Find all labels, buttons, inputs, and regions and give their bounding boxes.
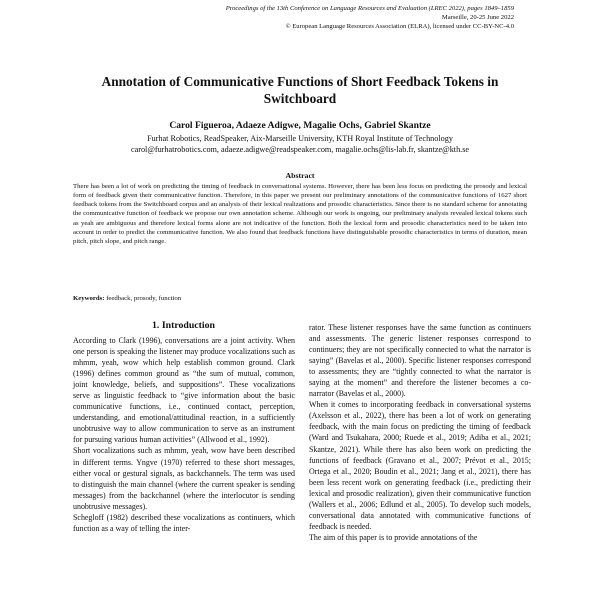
keywords-list: feedback, prosody, function: [104, 295, 182, 302]
abstract-text: There has been a lot of work on predicting the timing of feedback in conversational systems. However, there has been less focus on predicting the prosody and lexical form of feedback given their communicative function. Therefore, in this paper we present our preliminary annotations of the communicative functions of 1627 short feedback tokens from the Switchboard corpus and an analysis of their lexical realizations and prosodic characteristics. Since there is no standard scheme for annotating the communicative function of feedback we propose our own annotation scheme. Although our work is ongoing, our preliminary analysis revealed lexical tokens such as yeah are ambiguous and therefore lexical forms alone are not indicative of the function. Both the lexical form and prosodic characteristics need to be taken into account in order to predict the communicative function. We also found that feedback functions have distinguishable prosodic characteristics in terms of duration, mean pitch, pitch slope, and pitch range.: [73, 183, 527, 245]
left-column: [73, 335, 295, 534]
paper-title-line2: Switchboard: [263, 91, 337, 106]
paragraph: According to Clark (1996), conversations are a joint activity. When one person is speaking the listener may produce vocalizations such as mhmm, yeah, wow which help establish common ground. Clark (1996) defines common ground as “the sum of mutual, common, joint knowledge, beliefs, and suppositions”. These vocalizations serve as linguistic feedback to “give information about the basic communicative functions, i.e., continued contact, perception, understanding, and emotional/attitudinal reaction, in a sufficiently unobtrusive way to allow communication to serve as an instrument for pursuing various human activities” (Allwood et al., 1992).: [73, 336, 295, 445]
section-heading-introduction: 1. Introduction: [152, 320, 215, 331]
paragraph: When it comes to incorporating feedback in conversational systems (Axelsson et al., 2022), there has been a lot of work on generating feedback, with the main focus on predicting the timing of feedback (Ward and Tsukahara, 2000; Ruede et al., 2019; Adiba et al., 2021; Skantze, 2021). While there has also been work on predicting the functions of feedback (Gravano et al., 2007; Prévot et al., 2015; Ortega et al., 2020; Boudin et al., 2021; Jang et al., 2021), there has been less recent work on generating feedback (i.e., predicting their lexical and prosodic realization), given their communicative function (Wallers et al., 2006; Edlund et al., 2005). To develop such models, conversational data annotated with communicative functions of feedback is needed.: [309, 400, 531, 531]
paper-affiliations: Furhat Robotics, ReadSpeaker, Aix-Marseille University, KTH Royal Institute of Technology: [147, 134, 453, 143]
paragraph: The aim of this paper is to provide annotations of the: [309, 532, 478, 542]
proceedings-location: Marseille, 20-25 June 2022: [441, 14, 514, 22]
paper-authors: Carol Figueroa, Adaeze Adigwe, Magalie Ochs, Gabriel Skantze: [169, 120, 431, 131]
proceedings-license: © European Language Resources Association (ELRA), licensed under CC-BY-NC-4.0: [285, 23, 514, 31]
keywords-label: Keywords:: [73, 295, 105, 302]
paper-emails: carol@furhatrobotics.com, adaeze.adigwe@readspeaker.com, magalie.ochs@lis-lab.fr, skantze@kth.se: [130, 145, 470, 154]
paragraph: Schegloff (1982) described these vocalizations as continuers, which function as a way of telling the inter-: [73, 512, 295, 533]
paragraph: rator. These listener responses have the same function as continuers and assessments. The generic listener responses correspond to continuers; they are not specifically connected to what the narrator is saying” (Bavelas et al., 2000). Specific listener responses correspond to assessments; they are “tightly connected to what the narrator is saying at the moment” and therefore the listener becomes a co-narrator (Bavelas et al., 2000).: [309, 323, 531, 399]
abstract-heading: Abstract: [285, 171, 315, 180]
right-column: [309, 322, 531, 543]
proceedings-venue: Proceedings of the 13th Conference on Language Resources and Evaluation (LREC 2022), pages 1849–1859: [225, 5, 514, 12]
proceedings-header: [226, 4, 514, 31]
keywords: [73, 294, 527, 303]
paper-title: [60, 73, 540, 107]
paragraph: Short vocalizations such as mhmm, yeah, wow have been described in different terms. Yngve (1970) referred to these short messages, either vocal or gestural signals, as backchannels. The term was used to distinguish the main channel (where the current speaker is sending messages) from the backchannel (where the interlocutor is sending unobtrusive messages).: [73, 446, 295, 511]
paper-title-line1: Annotation of Communicative Functions of Short Feedback Tokens in: [101, 74, 499, 89]
